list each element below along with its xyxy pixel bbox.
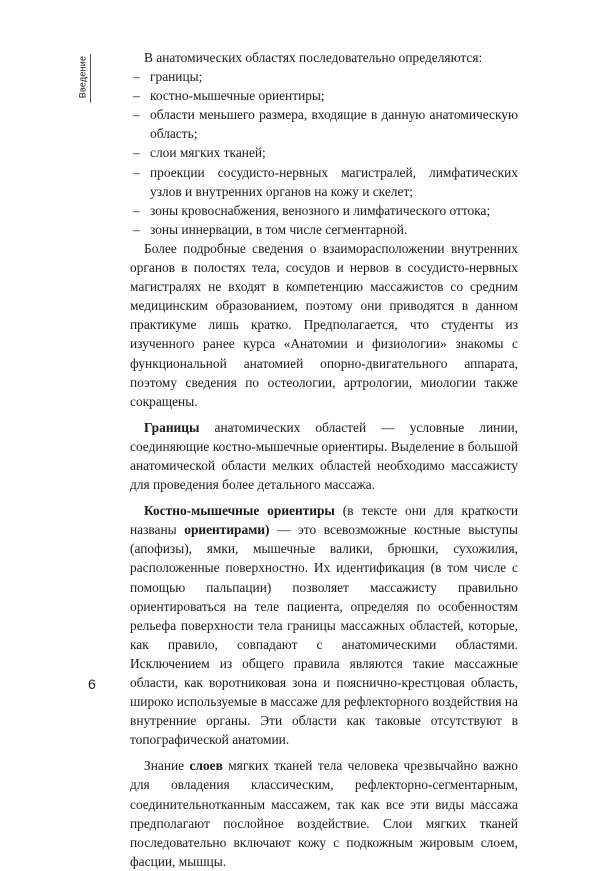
layers-term: слоев [189, 758, 223, 774]
layers-paragraph [130, 756, 518, 871]
section-tab-label: Введение [77, 55, 88, 99]
details-paragraph: Более подробные сведения о взаиморасположении внутренних органов в полостях тела, сосудов и нервов в сосудисто-нервных магистралях не входят в компетенцию массажистов со средним медицинским образованием, поэтому они приводятся в данном практикуме лишь кратко. Предполагается, что студенты из изученного ранее курса «Анатомии и физиологии» знакомы с функциональной анатомией опорно-двигательного аппарата, поэтому сведения по остеологии, артрологии, миологии также сокращены. [130, 240, 518, 409]
region-elements-list [130, 67, 518, 239]
list-item: – границы; [130, 67, 518, 86]
landmarks-text-1: (в тексте они для краткости названы [130, 503, 518, 538]
list-item: – проекции сосудисто-нервных магистралей, лимфатических узлов и внутренних органов на кожу и скелет; [130, 163, 518, 201]
list-item: – зоны иннервации, в том числе сегментарной. [130, 220, 518, 239]
list-item: – области меньшего размера, входящие в данную анатомическую область; [130, 105, 518, 143]
page-body [130, 48, 518, 871]
layers-text-1: Знание [144, 758, 190, 774]
layers-text-2: мягких тканей тела человека чрезвычайно важно для овладения классическим, рефлекторно-сегментарным, соединительнотканным массажем, так как все эти виды массажа предполагают послойное воздействие. Слои мягких тканей последовательно включают кожу с подкожным жировым слоем, фасции, мышцы. [130, 758, 518, 869]
page-number: 6 [88, 676, 96, 692]
landmarks-term: Костно-мышечные ориентиры [144, 503, 335, 519]
list-item: – зоны кровоснабжения, венозного и лимфатического оттока; [130, 201, 518, 220]
landmarks-paragraph [130, 501, 518, 749]
list-item: – костно-мышечные ориентиры; [130, 86, 518, 105]
borders-paragraph [130, 418, 518, 494]
list-item: – слои мягких тканей; [130, 143, 518, 162]
landmarks-term-2: ориентирами) [184, 522, 270, 538]
section-tab [74, 54, 91, 103]
borders-term: Границы [144, 419, 200, 435]
borders-text: анатомических областей — условные линии, соединяющие костно-мышечные ориентиры. Выделение в большой анатомической области мелких областей необходимо массажисту для проведения более детального массажа. [130, 419, 518, 493]
intro-paragraph: В анатомических областях последовательно определяются: [144, 50, 483, 65]
landmarks-text-2: — это всевозможные костные выступы (апофизы), ямки, мышечные валики, брюшки, сухожилия, расположенные поверхностно. Их идентификация (в том числе с помощью пальпации) позволяет массажисту правильно ориентироваться на теле пациента, определяя по особенностям рельефа поверхности тела границы массажных областей, которые, как правило, совпадают с анатомическими областями. Исключением из общего правила являются такие массажные области, как воротниковая зона и пояснично-крестцовая область, широко используемые в массаже для рефлекторного воздействия на внутренние органы. Эти области как таковые отсутствуют в топографической анатомии. [130, 522, 518, 748]
